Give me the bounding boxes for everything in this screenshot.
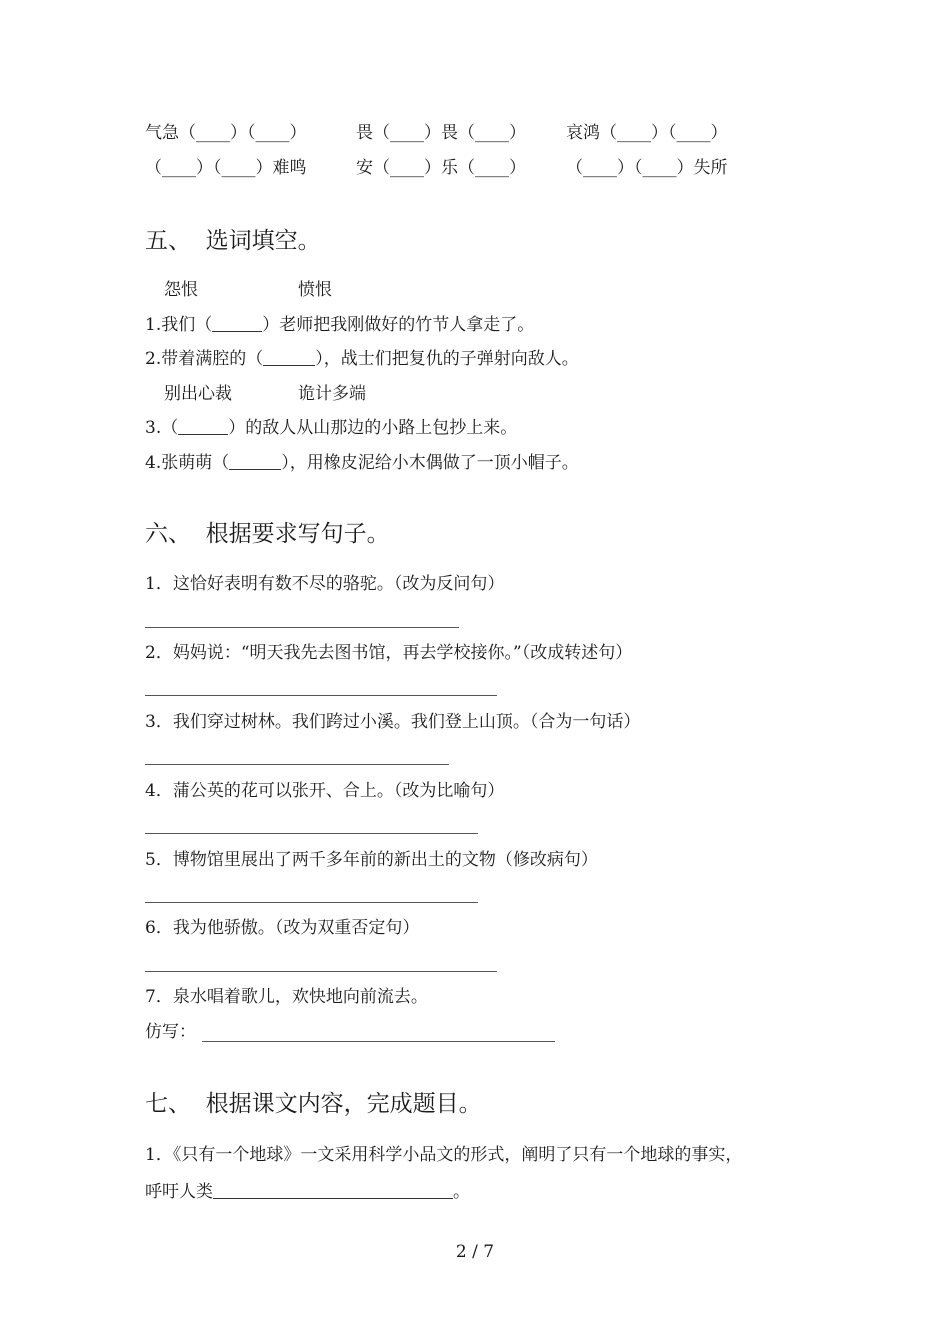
answer-line[interactable] xyxy=(145,764,449,765)
word-option: 别出心裁 xyxy=(164,384,232,404)
section-6-title: 六、 根据要求写句子。 xyxy=(145,521,390,547)
word-option: 怨恨 xyxy=(164,280,198,300)
idiom-4: （____）（____）难鸣 xyxy=(145,158,307,178)
idiom-2: 畏（____）畏（____） xyxy=(356,123,526,143)
s6-item: 2．妈妈说：“明天我先去图书馆，再去学校接你。”（改成转述句） xyxy=(145,643,633,663)
s6-item: 4．蒲公英的花可以张开、合上。（改为比喻句） xyxy=(145,781,505,801)
answer-line[interactable] xyxy=(145,627,459,628)
s5-question-4: 4.张萌萌（ ），用橡皮泥给小木偶做了一顶小帽子。 xyxy=(145,453,579,473)
idiom-5: 安（____）乐（____） xyxy=(356,158,526,178)
s5-question-3: 3.（ ）的敌人从山那边的小路上包抄上来。 xyxy=(145,418,518,438)
answer-blank[interactable] xyxy=(229,453,281,470)
answer-blank[interactable] xyxy=(213,1182,453,1199)
answer-line[interactable] xyxy=(202,1041,555,1042)
word-option: 愤恨 xyxy=(298,280,332,300)
word-option: 诡计多端 xyxy=(298,384,366,404)
s5-question-2: 2.带着满腔的（ ），战士们把复仇的子弹射向敌人。 xyxy=(145,349,579,369)
idiom-1: 气急（____）（____） xyxy=(145,123,307,143)
idiom-3: 哀鸿（____）（____） xyxy=(566,123,728,143)
answer-line[interactable] xyxy=(145,695,497,696)
imitate-label: 仿写： xyxy=(145,1022,196,1042)
page-number: 2 / 7 xyxy=(455,1242,495,1262)
answer-blank[interactable] xyxy=(212,315,262,332)
s6-item: 7．泉水唱着歌儿，欢快地向前流去。 xyxy=(145,987,428,1007)
s6-item: 5．博物馆里展出了两千多年前的新出土的文物（修改病句） xyxy=(145,850,598,870)
answer-line[interactable] xyxy=(145,971,497,972)
answer-blank[interactable] xyxy=(263,349,315,366)
s6-item: 3．我们穿过树林。我们跨过小溪。我们登上山顶。（合为一句话） xyxy=(145,712,641,732)
s6-item: 6．我为他骄傲。（改为双重否定句） xyxy=(145,918,420,938)
answer-line[interactable] xyxy=(145,902,478,903)
s6-item: 1．这恰好表明有数不尽的骆驼。（改为反问句） xyxy=(145,574,505,594)
answer-blank[interactable] xyxy=(178,418,228,435)
section-7-title: 七、 根据课文内容，完成题目。 xyxy=(145,1091,482,1117)
answer-line[interactable] xyxy=(145,833,478,834)
idiom-6: （____）（____）失所 xyxy=(566,158,728,178)
s5-question-1: 1.我们（ ）老师把我刚做好的竹节人拿走了。 xyxy=(145,315,535,335)
section-5-title: 五、 选词填空。 xyxy=(145,228,321,254)
s7-question-1-line1: 1．《只有一个地球》一文采用科学小品文的形式，阐明了只有一个地球的事实， xyxy=(145,1145,743,1165)
s7-question-1-line2: 呼吁人类 。 xyxy=(145,1182,470,1202)
